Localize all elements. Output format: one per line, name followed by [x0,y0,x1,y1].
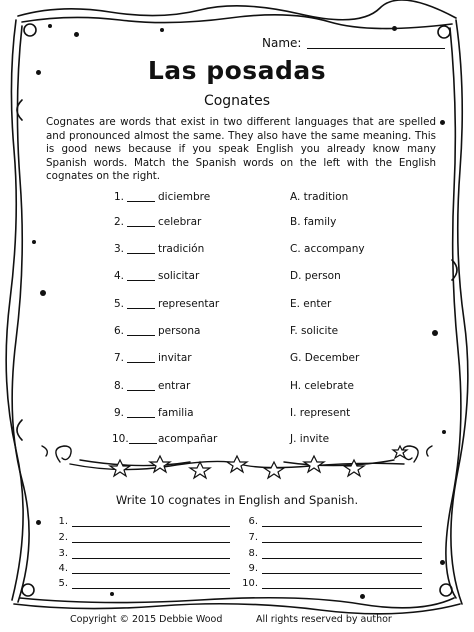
match-number: 3. [113,243,124,255]
spanish-word: representar [158,298,220,310]
match-row [0,298,474,312]
border-dot [110,592,114,596]
spanish-word: acompañar [158,433,218,445]
english-word: B. family [290,216,337,228]
border-dot [160,28,164,32]
answer-blank[interactable] [127,417,155,418]
match-number: 4. [113,270,124,282]
write-blank[interactable] [334,526,422,527]
match-number: 10. [112,433,129,445]
answer-blank[interactable] [127,308,155,309]
write-number: 4. [58,563,68,574]
star-divider [40,440,434,480]
english-word: C. accompany [290,243,365,255]
write-number: 3. [58,548,68,559]
match-row [0,270,474,284]
spanish-word: persona [158,325,201,337]
name-field[interactable] [262,36,445,50]
write-number: 7. [248,532,258,543]
match-row [0,407,474,421]
write-blank[interactable] [334,558,422,559]
write-number: 8. [248,548,258,559]
border-dot [36,520,41,525]
english-word: J. invite [290,433,330,445]
border-dot [440,560,445,565]
english-word: H. celebrate [290,380,354,392]
match-number: 9. [113,407,124,419]
write-row[interactable] [334,532,434,546]
page-subtitle: Cognates [203,93,271,109]
write-row[interactable] [334,548,434,562]
english-word: A. tradition [290,191,349,203]
match-number: 7. [113,352,124,364]
match-row [0,352,474,366]
write-blank[interactable] [142,573,230,574]
page-title: Las posadas [147,56,327,85]
answer-blank[interactable] [127,362,155,363]
write-number: 2. [58,532,68,543]
spanish-word: tradición [158,243,205,255]
write-blank[interactable] [142,588,230,589]
spanish-word: celebrar [158,216,202,228]
rights-text: All rights reserved by author [256,614,392,625]
write-number: 1. [58,516,68,527]
answer-blank[interactable] [127,280,155,281]
write-instruction: Write 10 cognates in English and Spanish. [115,493,359,507]
match-row [0,380,474,394]
english-word: D. person [290,270,341,282]
english-word: G. December [290,352,360,364]
write-blank[interactable] [334,542,422,543]
border-dot [440,120,445,125]
spanish-word: invitar [158,352,192,364]
write-row[interactable] [334,578,434,592]
write-blank[interactable] [334,588,422,589]
border-dot [392,26,397,31]
write-row[interactable] [334,563,434,577]
english-word: I. represent [290,407,351,419]
spanish-word: entrar [158,380,191,392]
answer-blank[interactable] [127,390,155,391]
match-number: 8. [113,380,124,392]
write-blank[interactable] [142,526,230,527]
match-number: 1. [113,191,124,203]
border-dot [74,32,79,37]
answer-blank[interactable] [127,253,155,254]
answer-blank[interactable] [127,226,155,227]
spanish-word: solicitar [158,270,200,282]
match-row [0,325,474,339]
match-number: 2. [113,216,124,228]
match-row [0,191,474,205]
english-word: F. solicite [290,325,339,337]
answer-blank[interactable] [127,201,155,202]
border-dot [40,290,46,296]
write-blank[interactable] [334,573,422,574]
write-number: 10. [242,578,258,589]
intro-paragraph: Cognates are words that exist in two different languages that are spelled and pronounced almost the same. They also have the same meaning. This is good news because if you speak English you already know many Spanish words. Match the Spanish words on the left with the English cognates on the right. [46,116,436,182]
match-row [0,243,474,257]
name-label: Name: [262,36,302,50]
spanish-word: diciembre [158,191,211,203]
name-blank[interactable] [307,48,445,49]
match-number: 5. [113,298,124,310]
write-blank[interactable] [142,558,230,559]
border-dot [360,594,365,599]
border-dot [48,24,52,28]
write-blank[interactable] [142,542,230,543]
copyright-text: Copyright © 2015 Debbie Wood [70,614,223,625]
write-number: 9. [248,563,258,574]
write-row[interactable] [334,516,434,530]
english-word: E. enter [290,298,332,310]
match-number: 6. [113,325,124,337]
write-number: 5. [58,578,68,589]
spanish-word: familia [158,407,194,419]
match-row [0,216,474,230]
write-number: 6. [248,516,258,527]
answer-blank[interactable] [127,335,155,336]
